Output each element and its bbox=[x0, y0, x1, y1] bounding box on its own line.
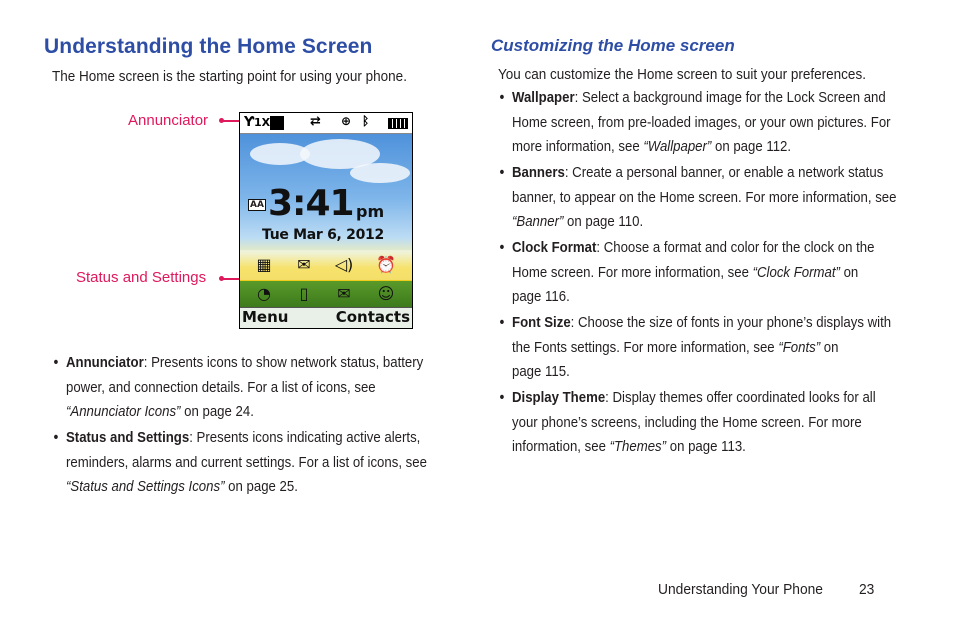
grass bbox=[240, 281, 412, 307]
callout-leader bbox=[222, 278, 240, 280]
aa-icon: AA bbox=[250, 200, 264, 210]
location-icon: ⊕ bbox=[341, 114, 352, 128]
calendar-icon: ▦ bbox=[256, 255, 272, 274]
bullet-dot: • bbox=[53, 429, 59, 446]
voice-icon: ◔ bbox=[257, 284, 271, 303]
bullet-font-size: • Font Size: Choose the size of fonts in your phone’s displays with the Fonts settings. For more information, see “Fonts” on page 115. bbox=[512, 311, 899, 385]
bullet-dot: • bbox=[499, 89, 505, 106]
clock-ampm: pm bbox=[356, 202, 385, 221]
mail-icon: ✉ bbox=[337, 284, 351, 303]
bullet-clock-format: • Clock Format: Choose a format and color for the clock on the Home screen. For more information, see “Clock Format” on page 116. bbox=[512, 236, 899, 310]
softkey-contacts: Contacts bbox=[335, 308, 410, 326]
bullet-dot: • bbox=[499, 389, 505, 406]
signal-icon: Ƴ bbox=[244, 115, 255, 130]
bullet-banners: • Banners: Create a personal banner, or enable a network status banner, to appear on the Home screen. For more information, see “Banner” on page 110. bbox=[512, 161, 899, 235]
battery-icon bbox=[388, 118, 408, 129]
bluetooth-icon: ᛒ bbox=[362, 114, 370, 128]
annunciator-callout: Annunciator bbox=[128, 112, 209, 129]
alarm-icon: ⏰ bbox=[376, 255, 396, 274]
intro-text: The Home screen is the starting point for using your phone. bbox=[52, 68, 407, 85]
bullet-wallpaper: • Wallpaper: Select a background image for the Lock Screen and Home screen, from pre-loaded images, or your own pictures. For more information, see “Wallpaper” on page 112. bbox=[512, 86, 899, 160]
section-intro: You can customize the Home screen to suit your preferences. bbox=[498, 66, 866, 83]
contacts-icon: ☺ bbox=[377, 284, 395, 303]
status-settings-row bbox=[240, 250, 412, 280]
section-title: Customizing the Home screen bbox=[491, 36, 735, 55]
volume-icon: ◁) bbox=[334, 255, 354, 274]
message-icon: ✉ bbox=[297, 255, 311, 274]
softkey-menu: Menu bbox=[242, 308, 289, 326]
page-number: 23 bbox=[859, 581, 875, 598]
footer-section: Understanding Your Phone bbox=[658, 581, 823, 598]
cloud bbox=[350, 163, 410, 183]
bullet-dot: • bbox=[499, 314, 505, 331]
clock-time: 3:41 bbox=[268, 183, 354, 224]
bullet-dot: • bbox=[499, 164, 505, 181]
phone-home-screen bbox=[239, 112, 413, 329]
status-settings-callout: Status and Settings bbox=[76, 269, 207, 286]
data-transfer-icon: ⇄ bbox=[310, 114, 321, 129]
bullet-status-settings: • Status and Settings: Presents icons indicating active alerts, reminders, alarms and current settings. For a list of icons, see “Status and Settings Icons” on page 25. bbox=[66, 426, 436, 500]
network-label: 1X bbox=[254, 116, 271, 129]
bullet-annunciator: • Annunciator: Presents icons to show network status, battery power, and connection details. For a list of icons, see “Annunciator Icons” on page 24. bbox=[66, 351, 436, 425]
bullet-dot: • bbox=[53, 354, 59, 371]
bullet-dot: • bbox=[499, 239, 505, 256]
softkey-bar bbox=[240, 307, 412, 329]
block-icon bbox=[270, 116, 284, 130]
bullet-display-theme: • Display Theme: Display themes offer coordinated looks for all your phone’s screens, including the Home screen. For more information, see “Themes” on page 113. bbox=[512, 386, 899, 460]
clock-date: Tue Mar 6, 2012 bbox=[262, 227, 384, 243]
phone-icon: ▯ bbox=[299, 284, 309, 303]
page-title: Understanding the Home Screen bbox=[44, 35, 373, 58]
annunciator-bar bbox=[240, 113, 412, 134]
